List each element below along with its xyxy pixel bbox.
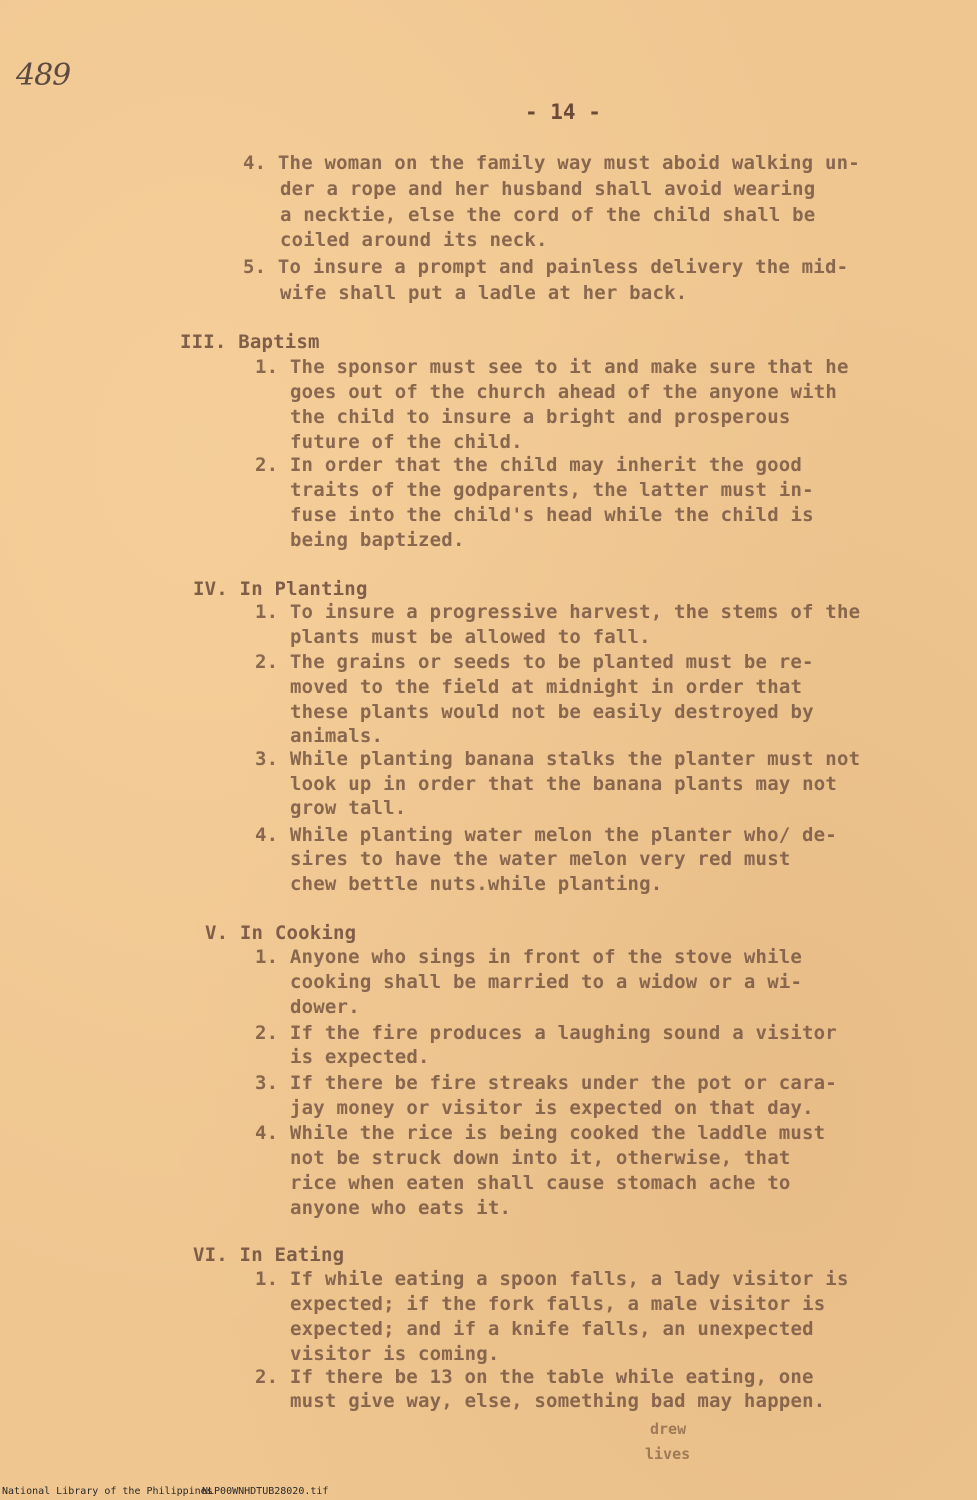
text-line: wife shall put a ladle at her back. (280, 282, 688, 304)
text-line: fuse into the child's head while the child is (290, 504, 814, 526)
text-line: 2. If there be 13 on the table while eating, one (255, 1366, 814, 1388)
text-line: animals. (290, 725, 384, 747)
text-line: grow tall. (290, 797, 407, 819)
text-line: expected; if the fork falls, a male visitor is (290, 1293, 826, 1315)
text-line: 4. While planting water melon the planter who/ de- (255, 824, 837, 846)
text-line: 4. The woman on the family way must aboid walking un- (243, 152, 860, 174)
text-line: 3. If there be fire streaks under the pot or cara- (255, 1072, 837, 1094)
footer-file-name: NLP00WNHDTUB28020.tif (202, 1486, 329, 1497)
handwritten-note: 489 (16, 58, 71, 93)
text-line: the child to insure a bright and prosperous (290, 406, 791, 428)
text-line: traits of the godparents, the latter must in- (290, 479, 814, 501)
text-line: expected; and if a knife falls, an unexpected (290, 1318, 814, 1340)
text-line: 2. If the fire produces a laughing sound a visitor (255, 1022, 837, 1044)
text-line: goes out of the church ahead of the anyone with (290, 381, 838, 403)
text-line: 1. The sponsor must see to it and make sure that he (255, 356, 849, 378)
text-line: cooking shall be married to a widow or a wi- (290, 971, 803, 993)
text-line: 2. In order that the child may inherit the good (255, 454, 803, 476)
text-line: look up in order that the banana plants may not (290, 773, 838, 795)
margin-note: drew (650, 1420, 687, 1438)
section-heading: III. Baptism (180, 331, 320, 353)
text-line: jay money or visitor is expected on that day. (290, 1097, 814, 1119)
section-heading: V. In Cooking (205, 922, 357, 944)
text-line: dower. (290, 996, 360, 1018)
text-line: 2. The grains or seeds to be planted must be re- (255, 651, 814, 673)
text-line: coiled around its neck. (280, 229, 548, 251)
text-line: sires to have the water melon very red must (290, 848, 791, 870)
text-line: is expected. (290, 1046, 430, 1068)
section-heading: VI. In Eating (193, 1244, 345, 1266)
text-line: 5. To insure a prompt and painless delivery the mid- (243, 256, 849, 278)
text-line: 4. While the rice is being cooked the laddle must (255, 1122, 826, 1144)
text-line: rice when eaten shall cause stomach ache to (290, 1172, 791, 1194)
text-line: chew bettle nuts.while planting. (290, 873, 663, 895)
margin-note: lives (645, 1445, 691, 1463)
text-line: 3. While planting banana stalks the planter must not (255, 748, 861, 770)
text-line: future of the child. (290, 431, 523, 453)
text-line: being baptized. (290, 529, 465, 551)
page-number: - 14 - (525, 100, 601, 124)
text-line: 1. If while eating a spoon falls, a lady visitor is (255, 1268, 849, 1290)
footer-library-name: National Library of the Philippines (2, 1486, 213, 1497)
text-line: plants must be allowed to fall. (290, 626, 651, 648)
text-line: moved to the field at midnight in order that (290, 676, 803, 698)
text-line: not be struck down into it, otherwise, that (290, 1147, 791, 1169)
text-line: must give way, else, something bad may happen. (290, 1390, 826, 1412)
text-line: 1. Anyone who sings in front of the stove while (255, 946, 803, 968)
text-line: a necktie, else the cord of the child shall be (280, 204, 816, 226)
text-line: these plants would not be easily destroyed by (290, 701, 814, 723)
section-heading: IV. In Planting (193, 578, 368, 600)
text-line: 1. To insure a progressive harvest, the stems of the (255, 601, 861, 623)
text-line: der a rope and her husband shall avoid wearing (280, 178, 816, 200)
text-line: visitor is coming. (290, 1343, 500, 1365)
text-line: anyone who eats it. (290, 1197, 512, 1219)
